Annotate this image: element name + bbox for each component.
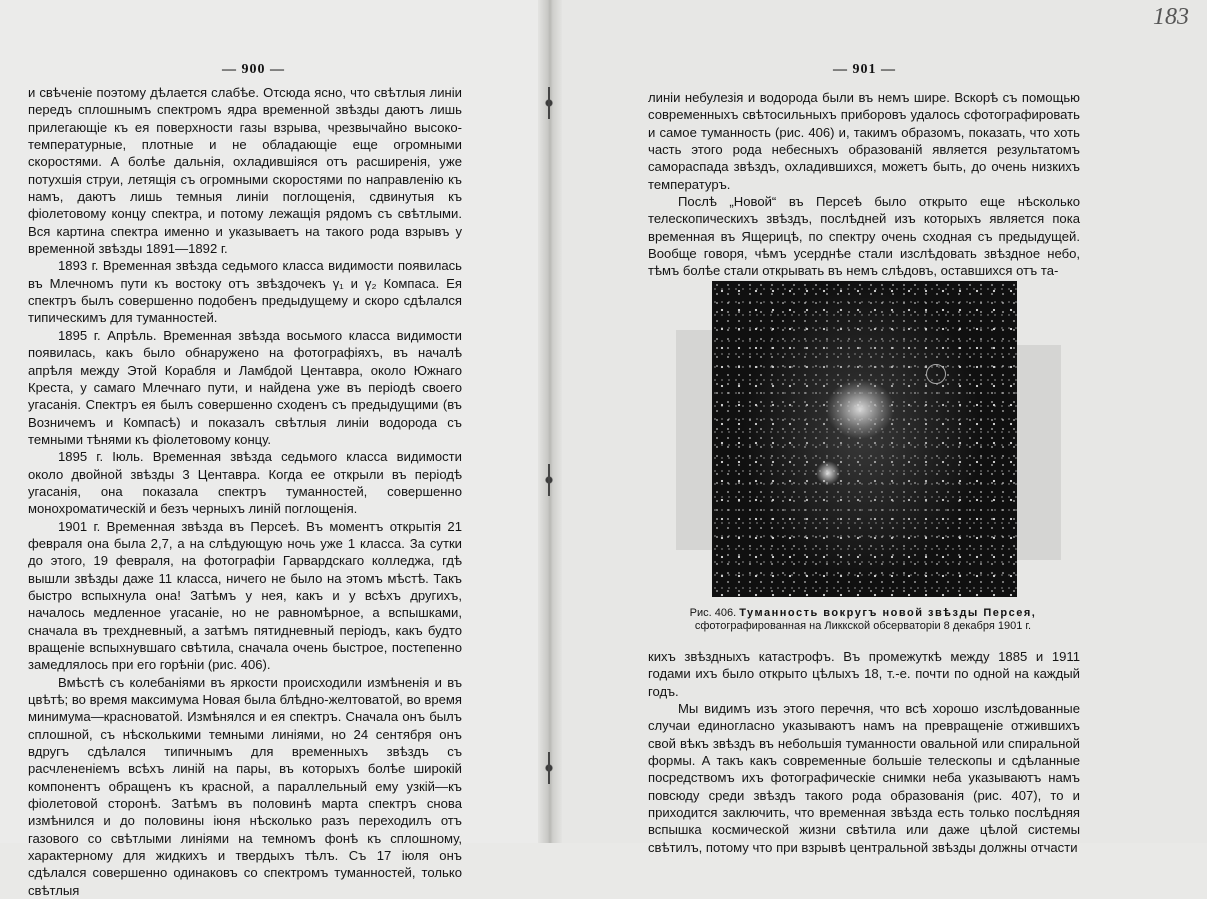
handwritten-page-number: 183 xyxy=(1153,4,1189,30)
page-number-right: — 901 — xyxy=(833,62,896,77)
caption-label: Рис. 406. xyxy=(689,607,737,619)
figure-caption xyxy=(638,607,1088,633)
staple xyxy=(542,472,556,488)
scan-shadow xyxy=(676,330,712,550)
paragraph: линіи небулезія и водорода были въ немъ шире. Вскорѣ съ помощью современныхъ свѣтосильныхъ приборовъ удалось сфотографировать и самое туманность (рис. 406) и, такимъ образомъ, показать, что хоть часть этого рода небесныхъ образованій является результатомъ самораспада звѣздъ, охладившихся, можетъ быть, до очень низкихъ температуръ. xyxy=(648,90,1080,192)
paragraph: Мы видимъ изъ этого перечня, что всѣ хорошо изслѣдованные случаи единогласно указываютъ намъ на превращеніе отжившихъ свой вѣкъ звѣздъ въ небольшія туманности овальной или спиральной формы. А такъ какъ современные большіе телескопы и сдѣланные посредствомъ ихъ фотографическіе снимки неба указываютъ намъ повсюду среди звѣздъ такого рода образованія (рис. 407), то и приходится заключить, что временная звѣзда есть только послѣдняя вспышка космической жизни свѣтила или даже цѣлой системы свѣтилъ, потому что при взрывѣ центральной звѣзды должны отчасти xyxy=(648,701,1080,855)
staple xyxy=(542,95,556,111)
paragraph: кихъ звѣздныхъ катастрофъ. Въ промежуткѣ между 1885 и 1911 годами ихъ было открыто цѣлыхъ 18, т.-е. почти по одной на каждый годъ. xyxy=(648,649,1080,699)
left-page-text xyxy=(28,84,462,899)
paragraph: 1901 г. Временная звѣзда въ Персеѣ. Въ моментъ открытія 21 февраля она была 2,7, а на слѣдующую ночь уже 1 класса. За сутки до этого, 19 февраля, на фотографіи Гарвардскаго колледжа, гдѣ вышли звѣзды даже 11 класса, ничего не было на этомъ мѣстѣ. Такъ быстро вспыхнула она! Затѣмъ у нея, какъ и у всѣхъ другихъ, началось медленное угасаніе, но не равномѣрное, а вспышками, сначала въ трехдневный, а затѣмъ пятидневный періодъ, какъ будто вращеніе вспыхнувшаго свѣтила, сначала очень быстрое, постепенно замедлялось при его горѣніи (рис. 406). xyxy=(28,518,462,673)
paragraph: Вмѣстѣ съ колебаніями въ яркости происходили измѣненія и въ цвѣтѣ; во время максимума Новая была блѣдно-желтоватой, во время минимума—красноватой. Измѣнялся и ея спектръ. Сначала онъ былъ сплошной, съ нѣсколькими темными линіями, но 24 сентября онъ вдругъ сдѣлался типичнымъ для временныхъ звѣздъ съ расчлененіемъ всѣхъ линій на пары, въ которыхъ болѣе широкій компонентъ обращенъ къ красной, а параллельный ему узкій—къ фіолетовой сторонѣ. Затѣмъ въ половинѣ марта спектръ снова измѣнился и до половины іюня нѣсколько разъ переходилъ отъ газового со свѣтлыми линіями на темномъ фонѣ къ сплошному, характерному для жидкихъ и твердыхъ тѣлъ. Съ 17 іюля онъ сдѣлался совершенно одинаковъ со спектромъ туманностей, только свѣтлыя xyxy=(28,674,462,898)
paragraph: и свѣченіе поэтому дѣлается слабѣе. Отсюда ясно, что свѣтлыя линіи передъ сплошнымъ спектромъ ядра временной звѣзды даютъ лишь прилегающіе къ ея поверхности газы взрыва, чрезвычайно высоко-температурные, плотные и не обладающіе еще огромными скоростями. А болѣе дальнія, охладившіяся отъ расширенія, уже потухшія струи, летящія съ огромными скоростями по направленію къ намъ, даютъ лишь темныя линіи поглощенія, сдвинутыя къ фіолетовому концу спектра, и потому лежащія рядомъ съ свѣтлыми. Вся картина спектра именно и указываетъ на такого рода взрывъ у временной звѣзды 1891—1892 г. xyxy=(28,85,462,257)
book-gutter xyxy=(538,0,562,843)
nebula-photograph xyxy=(712,281,1017,597)
scan-shadow xyxy=(1017,345,1061,560)
caption-title: Туманность вокругъ новой звѣзды Персея, xyxy=(739,607,1037,619)
page-number-left: — 900 — xyxy=(222,62,285,77)
right-page-text-bottom xyxy=(648,648,1080,856)
paragraph: 1895 г. Апрѣль. Временная звѣзда восьмого класса видимости появилась, какъ было обнаружено на фотографіяхъ, въ началѣ апрѣля между Этой Корабля и Ламбдой Центавра, около Южнаго Креста, у самаго Млечнаго пути, и найдена уже въ періодѣ своего угасанія. Спектръ ея былъ совершенно сходенъ съ предыдущими (въ Возничемъ и Компасѣ) и показалъ свѣтлыя линіи водорода съ темными тѣнями къ фіолетовому концу. xyxy=(28,327,462,447)
staple xyxy=(542,760,556,776)
paragraph: 1895 г. Іюль. Временная звѣзда седьмого класса видимости около двойной звѣзды 3 Центавра. Когда ее открыли въ періодѣ угасанія, она показала спектръ туманностей, совершенно монохроматическій и безъ черныхъ линій поглощенія. xyxy=(28,449,462,517)
right-page-text-top xyxy=(648,89,1080,280)
paragraph: Послѣ „Новой“ въ Персеѣ было открыто еще нѣсколько телескопическихъ звѣздъ, послѣдней изъ которыхъ является пока временная въ Ящерицѣ, по спектру очень сходная съ предыдущей. Вообще говоря, чѣмъ усерднѣе стали изслѣдовать звѣздное небо, тѣмъ болѣе стали открывать въ немъ слѣдовъ, оставшихся отъ та- xyxy=(648,194,1080,279)
star-circle-mark xyxy=(926,364,946,384)
paragraph: 1893 г. Временная звѣзда седьмого класса видимости появилась въ Млечномъ пути къ востоку отъ звѣздочекъ γ₁ и γ₂ Компаса. Ея спектръ былъ совершенно подобенъ предыдущему и скоро сдѣлался типическимъ для туманностей. xyxy=(28,258,462,326)
caption-rest: сфотографированная на Ликкской обсерваторіи 8 декабря 1901 г. xyxy=(694,620,1032,632)
